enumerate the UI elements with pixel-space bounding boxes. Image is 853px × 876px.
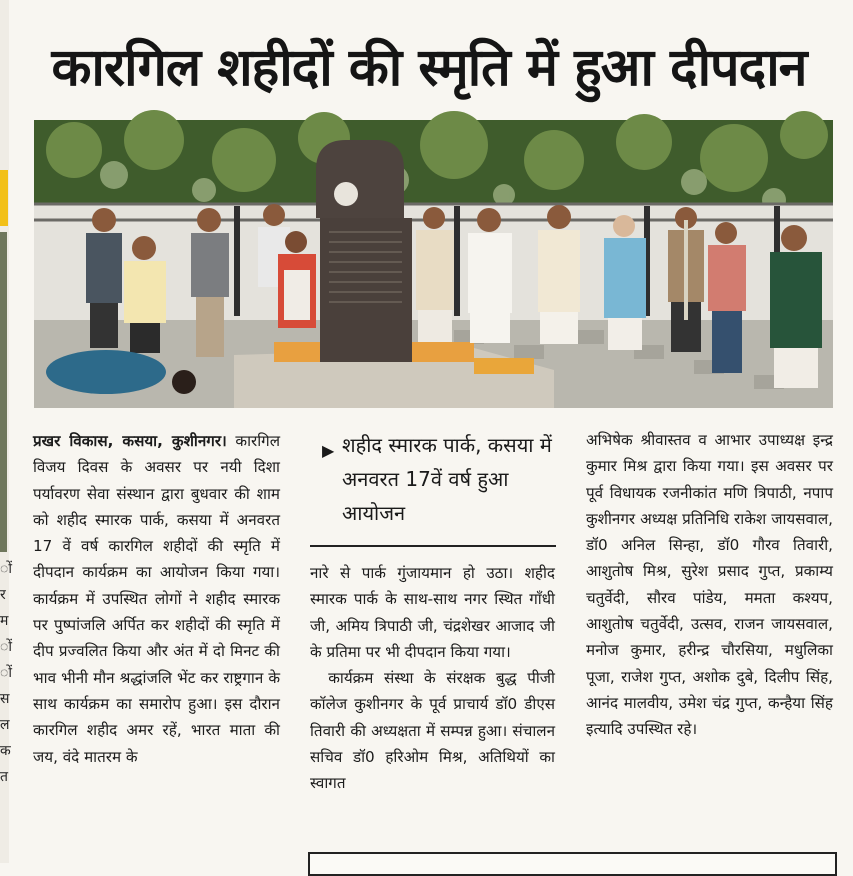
next-article-box (308, 852, 837, 876)
headline: कारगिल शहीदों की स्मृति में हुआ दीपदान (51, 38, 807, 98)
adjacent-text-fragment: र (0, 587, 6, 603)
article-column-2 (310, 560, 555, 797)
pullquote-divider (310, 545, 556, 547)
adjacent-yellow-block (0, 170, 8, 226)
article-column-1 (33, 428, 280, 770)
news-photo (34, 120, 833, 408)
article-text: कार्यक्रम संस्था के संरक्षक बुद्ध पीजी कॉलेज कुशीनगर के पूर्व प्राचार्य डॉ0 डीएस तिवारी की अध्यक्षता में सम्पन्न हुआ। संचालन सचिव डॉ0 हरिओम मिश्र, अतिथियों का स्वागत (310, 669, 555, 793)
adjacent-text-fragment: म (0, 613, 9, 629)
adjacent-article-edge (0, 0, 12, 863)
triangle-right-icon: ▶ (322, 441, 335, 460)
article-column-3 (586, 427, 833, 743)
byline: प्रखर विकास, कसया, कुशीनगर। (33, 432, 227, 450)
adjacent-text-fragment: क (0, 743, 11, 759)
article-text: अभिषेक श्रीवास्तव व आभार उपाध्यक्ष इन्द्र कुमार मिश्र द्वारा किया गया। इस अवसर पर पूर्व विधायक रजनीकांत मणि त्रिपाठी, नपाप कुशीनगर अध्यक्ष प्रतिनिधि राकेश जायसवाल, डॉ0 अनिल सिन्हा, डॉ0 गौरव तिवारी, आशुतोष मिश्र, सुरेश प्रसाद गुप्त, प्रकाम्य चतुर्वेदी, सौरव पांडेय, ममता कश्यप, आशुतोष चतुर्वेदी, उत्सव, राजन जायसवाल, मनोज कुमार, हरीन्द्र चौरसिया, मधुलिका पूजा, राजेश गुप्त, अशोक दुबे, दिलीप सिंह, आनंद मालवीय, उमेश चंद्र गुप्त, कन्हैया सिंह इत्यादि उपस्थित रहे। (586, 431, 833, 739)
adjacent-photo-strip (0, 232, 7, 552)
adjacent-text-fragment: ों (0, 639, 12, 655)
adjacent-text-fragment: ों (0, 561, 12, 577)
adjacent-text-fragment: ों (0, 665, 12, 681)
adjacent-text-fragment: ल (0, 717, 10, 733)
pullquote-text: शहीद स्मारक पार्क, कसया में अनवरत 17वें वर्ष हुआ आयोजन (342, 433, 552, 525)
adjacent-text-fragment: स (0, 691, 10, 707)
article-text: कारगिल विजय दिवस के अवसर पर नयी दिशा पर्यावरण सेवा संस्थान द्वारा बुधवार की शाम को शहीद स्मारक पार्क, कसया में अनवरत 17 वें वर्ष कारगिल शहीदों की स्मृति में दीपदान कार्यक्रम का आयोजन किया गया। कार्यक्रम में उपस्थित लोगों ने शहीद स्मारक पर पुष्पांजलि अर्पित कर शहीदों की स्मृति में दीप प्रज्वलित किया और अंत में दो मिनट की भाव भीनी मौन श्रद्धांजलि भेंट कर राष्ट्रगान के साथ कार्यक्रम का समारोप हुआ। इस दौरान कारगिल शहीद अमर रहें, भारत माता की जय, वंदे मातरम के (33, 432, 281, 766)
adjacent-text-fragment: त (0, 769, 8, 785)
article-text: नारे से पार्क गुंजायमान हो उठा। शहीद स्मारक पार्क के साथ-साथ नगर स्थित गाँधी जी, अमिय त्रिपाठी जी, चंद्रशेखर आजाद जी के प्रतिमा पर भी दीपदान किया गया। (310, 564, 555, 661)
pullquote (310, 428, 556, 540)
